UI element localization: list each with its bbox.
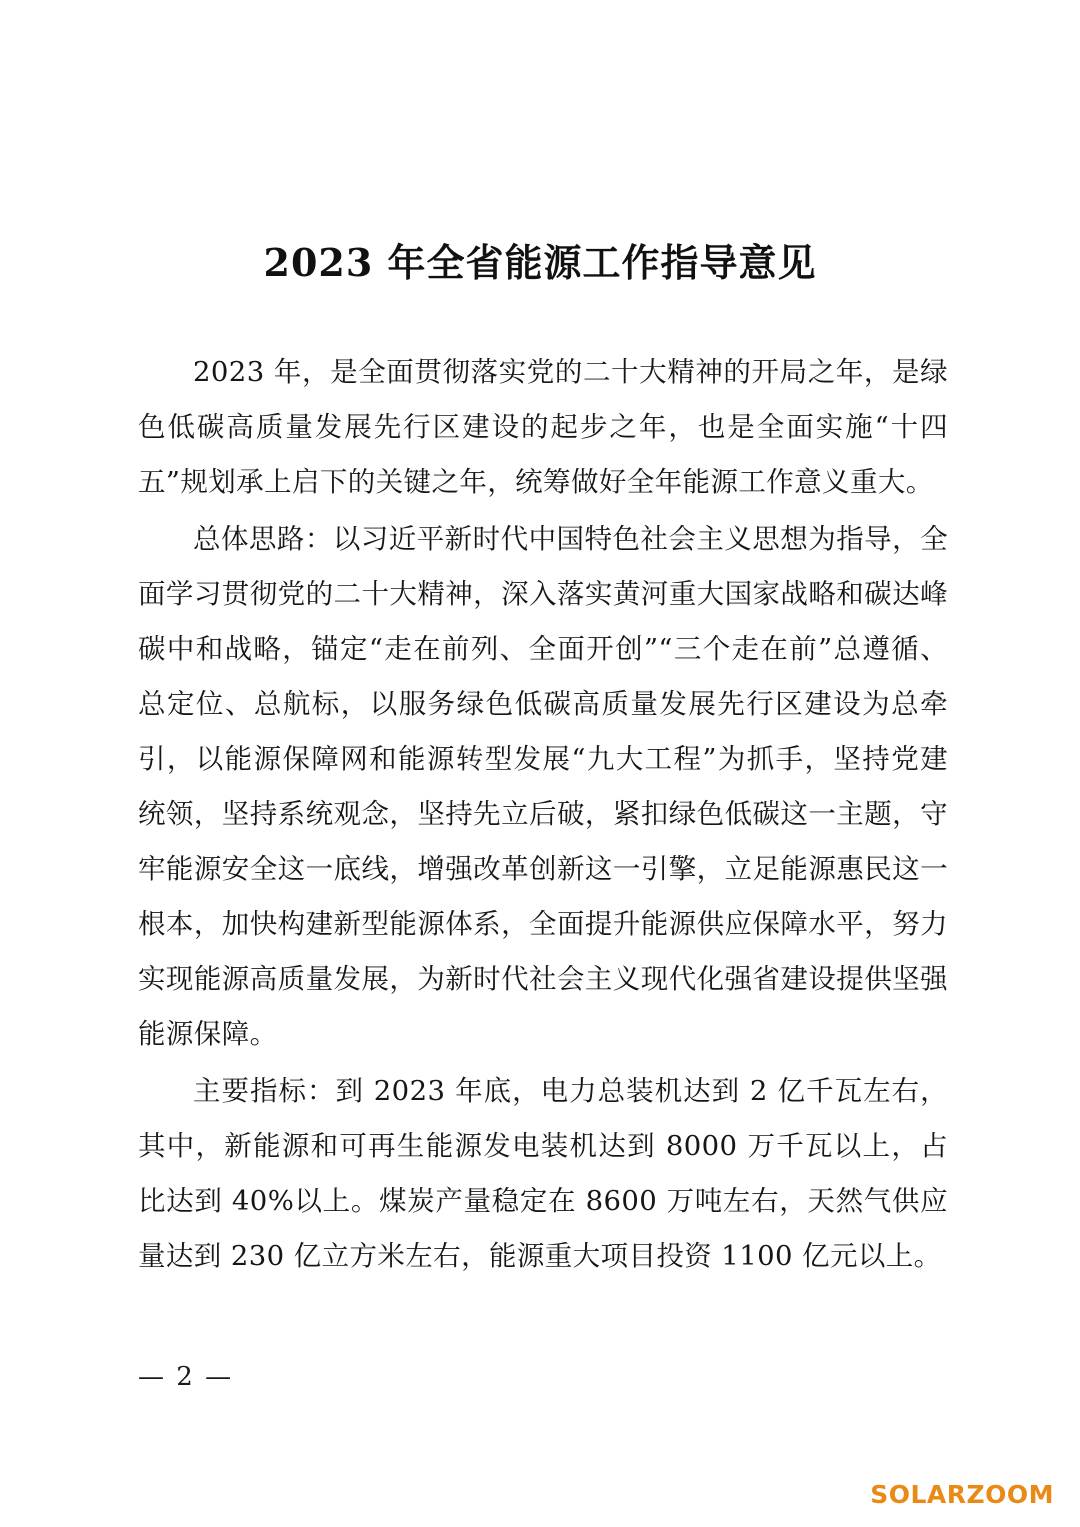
document-body: [138, 345, 948, 1286]
watermark-logo: SOLARZOOM: [870, 1480, 1054, 1509]
paragraph: 主要指标：到 2023 年底，电力总装机达到 2 亿千瓦左右，其中，新能源和可再生能源发电装机达到 8000 万千瓦以上，占比达到 40%以上。煤炭产量稳定在 8600 万吨左右，天然气供应量达到 230 亿立方米左右，能源重大项目投资 1100 亿元以上。: [138, 1075, 948, 1272]
paragraph: 总体思路：以习近平新时代中国特色社会主义思想为指导，全面学习贯彻党的二十大精神，深入落实黄河重大国家战略和碳达峰碳中和战略，锚定“走在前列、全面开创”“三个走在前”总遵循、总定位、总航标，以服务绿色低碳高质量发展先行区建设为总牵引，以能源保障网和能源转型发展“九大工程”为抓手，坚持党建统领，坚持系统观念，坚持先立后破，紧扣绿色低碳这一主题，守牢能源安全这一底线，增强改革创新这一引擎，立足能源惠民这一根本，加快构建新型能源体系，全面提升能源供应保障水平，努力实现能源高质量发展，为新时代社会主义现代化强省建设提供坚强能源保障。: [138, 523, 948, 1050]
paragraph: 2023 年，是全面贯彻落实党的二十大精神的开局之年，是绿色低碳高质量发展先行区建设的起步之年，也是全面实施“十四五”规划承上启下的关键之年，统筹做好全年能源工作意义重大。: [138, 356, 948, 498]
page-title: 2023 年全省能源工作指导意见: [263, 240, 817, 285]
page-number: — 2 —: [138, 1362, 234, 1392]
